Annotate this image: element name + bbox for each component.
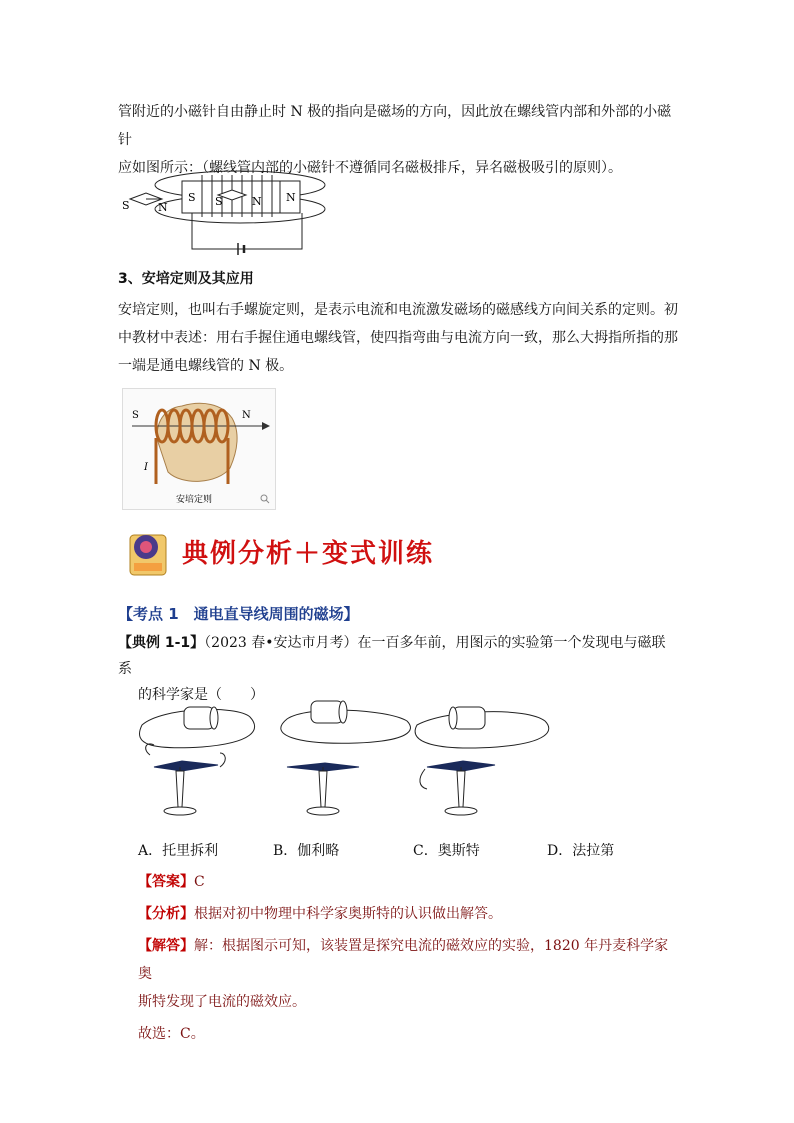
option-d[interactable]: D．法拉第 bbox=[547, 843, 615, 859]
section-banner bbox=[124, 525, 464, 581]
solenoid-inner-n: N bbox=[252, 195, 262, 208]
answer-options bbox=[138, 840, 658, 860]
section-3-line-1: 安培定则，也叫右手螺旋定则，是表示电流和电流激发磁场的磁感线方向间关系的定则。初 bbox=[118, 302, 678, 318]
intro-line-2: 应如图所示：（螺线管内部的小磁针不遵循同名磁极排斥，异名磁极吸引的原则）。 bbox=[118, 160, 622, 176]
example-label: 【典例 1-1】 bbox=[118, 635, 205, 651]
banner-title: 典例分析＋变式训练 bbox=[182, 539, 435, 569]
solenoid-box-s: S bbox=[188, 191, 196, 204]
analysis-text: 根据对初中物理中科学家奥斯特的认识做出解答。 bbox=[194, 906, 502, 922]
setup-2 bbox=[281, 701, 411, 815]
banner-scroll-icon bbox=[124, 525, 176, 581]
section-3-paragraph bbox=[118, 296, 678, 380]
kaodian-title: 【考点 1 通电直导线周围的磁场】 bbox=[118, 605, 359, 623]
section-3-line-2: 中教材中表述：用右手握住通电螺线管，使四指弯曲与电流方向一致，那么大拇指所指的那 bbox=[118, 330, 678, 346]
answer-tag: 【答案】 bbox=[138, 874, 194, 890]
hand-n-label: N bbox=[242, 410, 251, 421]
setup-3 bbox=[415, 707, 549, 815]
option-a[interactable]: A．托里拆利 bbox=[138, 843, 219, 859]
solenoid-left-s: S bbox=[122, 199, 130, 212]
solenoid-left-n: N bbox=[158, 201, 168, 214]
solution-line-1: 解：根据图示可知，该装置是探究电流的磁效应的实验，1820 年丹麦科学家奥 bbox=[138, 938, 669, 982]
example-line-2: 的科学家是（ ） bbox=[138, 687, 264, 703]
intro-line-1: 管附近的小磁针自由静止时 N 极的指向是磁场的方向，因此放在螺线管内部和外部的小磁针 bbox=[118, 104, 672, 148]
solution-line-2: 斯特发现了电流的磁效应。 bbox=[138, 994, 306, 1010]
section-3-line-3: 一端是通电螺线管的 N 极。 bbox=[118, 358, 294, 374]
hand-i-label: I bbox=[144, 462, 148, 473]
setup-1 bbox=[140, 707, 255, 815]
ampere-rule-figure bbox=[122, 388, 276, 510]
section-3-title: 3、安培定则及其应用 bbox=[118, 271, 254, 287]
final-choice: 故选：C。 bbox=[138, 1026, 205, 1042]
option-b[interactable]: B．伽利略 bbox=[273, 843, 340, 859]
option-c[interactable]: C．奥斯特 bbox=[413, 843, 480, 859]
hand-s-label: S bbox=[132, 410, 139, 421]
answer-value: C bbox=[194, 874, 205, 890]
answer-block bbox=[138, 868, 678, 1048]
solution-tag: 【解答】 bbox=[138, 938, 194, 954]
solenoid-box-n: N bbox=[286, 191, 296, 204]
oersted-experiment-figure bbox=[132, 695, 672, 820]
example-line-1: （2023 春•安达市月考）在一百多年前，用图示的实验第一个发现电与磁联系 bbox=[118, 635, 666, 677]
solenoid-figure bbox=[120, 165, 330, 257]
hand-caption: 安培定则 bbox=[176, 495, 213, 505]
solenoid-inner-s: S bbox=[215, 195, 223, 208]
analysis-tag: 【分析】 bbox=[138, 906, 194, 922]
